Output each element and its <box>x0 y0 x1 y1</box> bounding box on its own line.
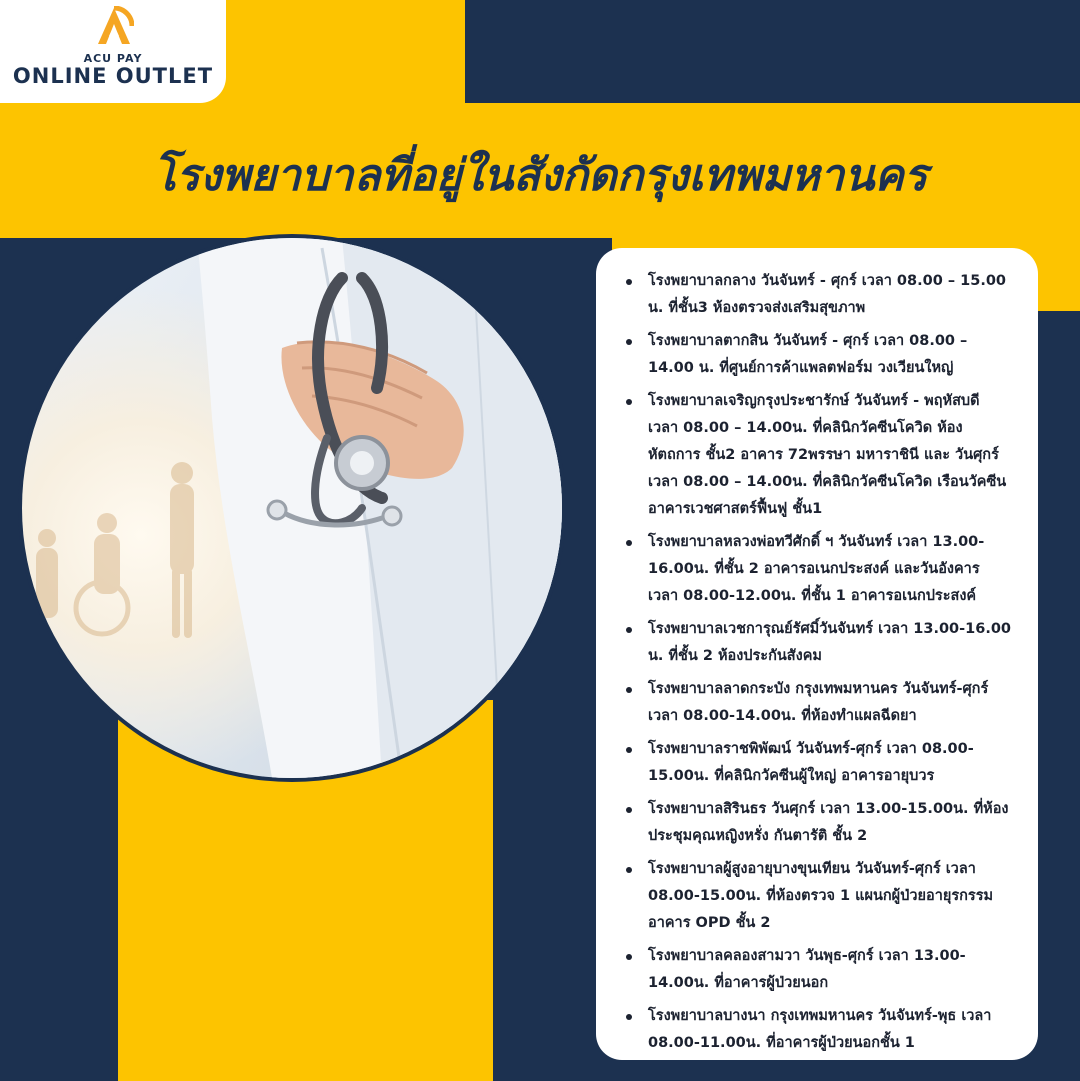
acu-pay-logo-icon <box>94 6 134 48</box>
bullet-icon <box>626 687 632 693</box>
bullet-icon <box>626 867 632 873</box>
hospital-item-text: โรงพยาบาลเวชการุณย์รัศมิ์วันจันทร์ เวลา 13.00-16.00 น. ที่ชั้น 2 ห้องประกันสังคม <box>648 621 1012 664</box>
brand-subtitle: ACU PAY <box>83 52 143 65</box>
bullet-icon <box>626 399 632 405</box>
doctor-stethoscope-photo <box>22 238 562 778</box>
hospital-list-item <box>618 328 1012 382</box>
doctor-illustration <box>22 238 562 778</box>
hospital-item-text: โรงพยาบาลคลองสามวา วันพุธ-ศุกร์ เวลา 13.00-14.00น. ที่อาคารผู้ป่วยนอก <box>648 948 966 991</box>
bullet-icon <box>626 339 632 345</box>
hospital-list-item <box>618 856 1012 937</box>
bullet-icon <box>626 279 632 285</box>
hospital-list-item <box>618 676 1012 730</box>
hospital-item-text: โรงพยาบาลบางนา กรุงเทพมหานคร วันจันทร์-พุธ เวลา 08.00-11.00น. ที่อาคารผู้ป่วยนอกชั้น 1 <box>648 1008 992 1051</box>
hospital-list <box>596 248 1038 1057</box>
bullet-icon <box>626 747 632 753</box>
hospital-item-text: โรงพยาบาลหลวงพ่อทวีศักดิ์ ฯ วันจันทร์ เวลา 13.00-16.00น. ที่ชั้น 2 อาคารอเนกประสงค์ และวันอังคาร เวลา 08.00-12.00น. ที่ชั้น 1 อาคารอเนกประสงค์ <box>648 534 985 604</box>
hospital-list-item <box>618 529 1012 610</box>
brand-logo <box>0 0 226 103</box>
bullet-icon <box>626 954 632 960</box>
hospital-item-text: โรงพยาบาลสิรินธร วันศุกร์ เวลา 13.00-15.00น. ที่ห้องประชุมคุณหญิงหรั่ง กันตารัติ ชั้น 2 <box>648 801 1009 844</box>
hospital-item-text: โรงพยาบาลราชพิพัฒน์ วันจันทร์-ศุกร์ เวลา 08.00-15.00น. ที่คลินิกวัคซีนผู้ใหญ่ อาคารอายุบวร <box>648 741 974 784</box>
hospital-item-text: โรงพยาบาลกลาง วันจันทร์ - ศุกร์ เวลา 08.00 – 15.00 น. ที่ชั้น3 ห้องตรวจส่งเสริมสุขภาพ <box>648 273 1007 316</box>
hospital-item-text: โรงพยาบาลเจริญกรุงประชารักษ์ วันจันทร์ - พฤหัสบดี เวลา 08.00 – 14.00น. ที่คลินิกวัคซีนโควิด ห้องหัตถการ ชั้น2 อาคาร 72พรรษา มหาราชินี และ วันศุกร์ เวลา 08.00 – 14.00น. ที่คลินิกวัคซีนโควิด เรือนวัคซีน อาคารเวชศาสตร์ฟื้นฟู ชั้น1 <box>648 393 1007 517</box>
hospital-list-item <box>618 796 1012 850</box>
bullet-icon <box>626 540 632 546</box>
bullet-icon <box>626 627 632 633</box>
hospital-list-item <box>618 943 1012 997</box>
hospital-list-item <box>618 736 1012 790</box>
hospital-list-item <box>618 1003 1012 1057</box>
hospital-item-text: โรงพยาบาลผู้สูงอายุบางขุนเทียน วันจันทร์-ศุกร์ เวลา 08.00-15.00น. ที่ห้องตรวจ 1 แผนกผู้ป่วยอายุรกรรม อาคาร OPD ชั้น 2 <box>648 861 994 931</box>
hospital-list-item <box>618 616 1012 670</box>
brand-title: ONLINE OUTLET <box>12 64 214 88</box>
hospital-list-item <box>618 388 1012 523</box>
hospital-list-card <box>596 248 1038 1060</box>
hospital-list-item <box>618 268 1012 322</box>
page-title: โรงพยาบาลที่อยู่ในสังกัดกรุงเทพมหานคร <box>152 150 928 201</box>
bullet-icon <box>626 807 632 813</box>
hospital-item-text: โรงพยาบาลตากสิน วันจันทร์ - ศุกร์ เวลา 08.00 – 14.00 น. ที่ศูนย์การค้าแพลตฟอร์ม วงเวียนใหญ่ <box>648 333 968 376</box>
bullet-icon <box>626 1014 632 1020</box>
hospital-item-text: โรงพยาบาลลาดกระบัง กรุงเทพมหานคร วันจันทร์-ศุกร์ เวลา 08.00-14.00น. ที่ห้องทำแผลฉีดยา <box>648 681 989 724</box>
